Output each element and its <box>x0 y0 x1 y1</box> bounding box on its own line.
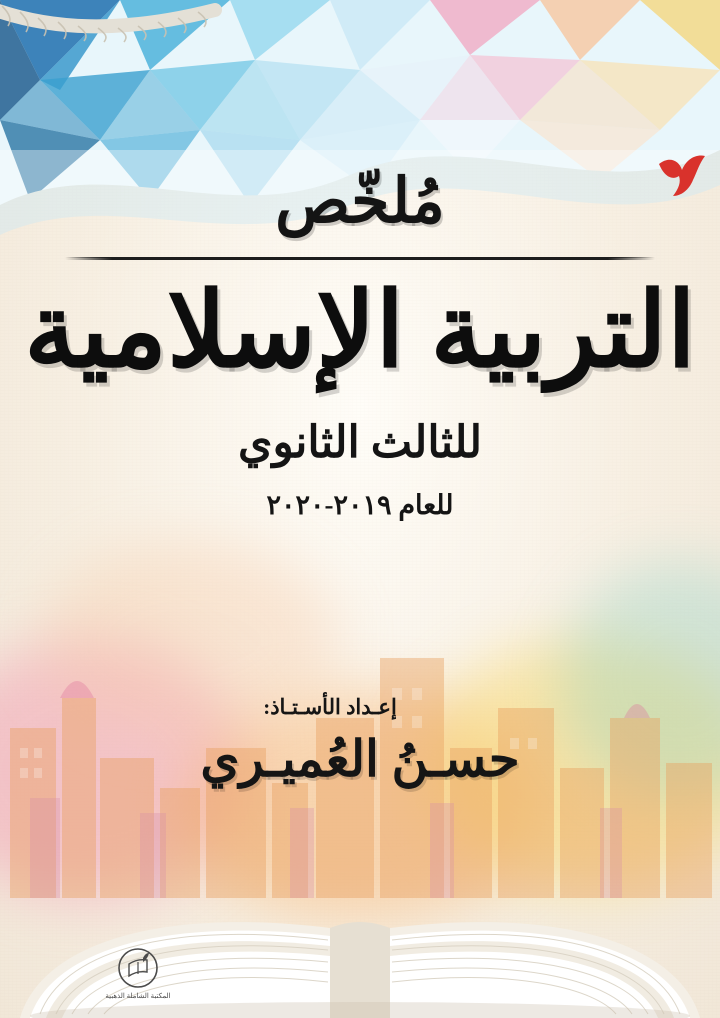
author-name: حسـنُ العُميـري <box>200 731 520 787</box>
author-block <box>0 695 720 788</box>
author-prefix: إعـداد الأسـتـاذ: <box>263 695 397 719</box>
rope-icon <box>0 0 240 70</box>
title-block <box>0 170 720 521</box>
publisher-name: المكتبة الشاملة الذهبية <box>105 992 171 1000</box>
title-summary: مُلخّص <box>275 168 445 236</box>
grade-label: للثالث الثانوي <box>238 417 482 467</box>
quill-book-logo-icon <box>117 947 159 989</box>
title-divider <box>65 257 655 260</box>
page-title: التربية الإسلامية <box>24 274 696 390</box>
year-label: للعام ٢٠١٩-٢٠٢٠ <box>266 489 454 520</box>
publisher-logo <box>78 947 198 1000</box>
